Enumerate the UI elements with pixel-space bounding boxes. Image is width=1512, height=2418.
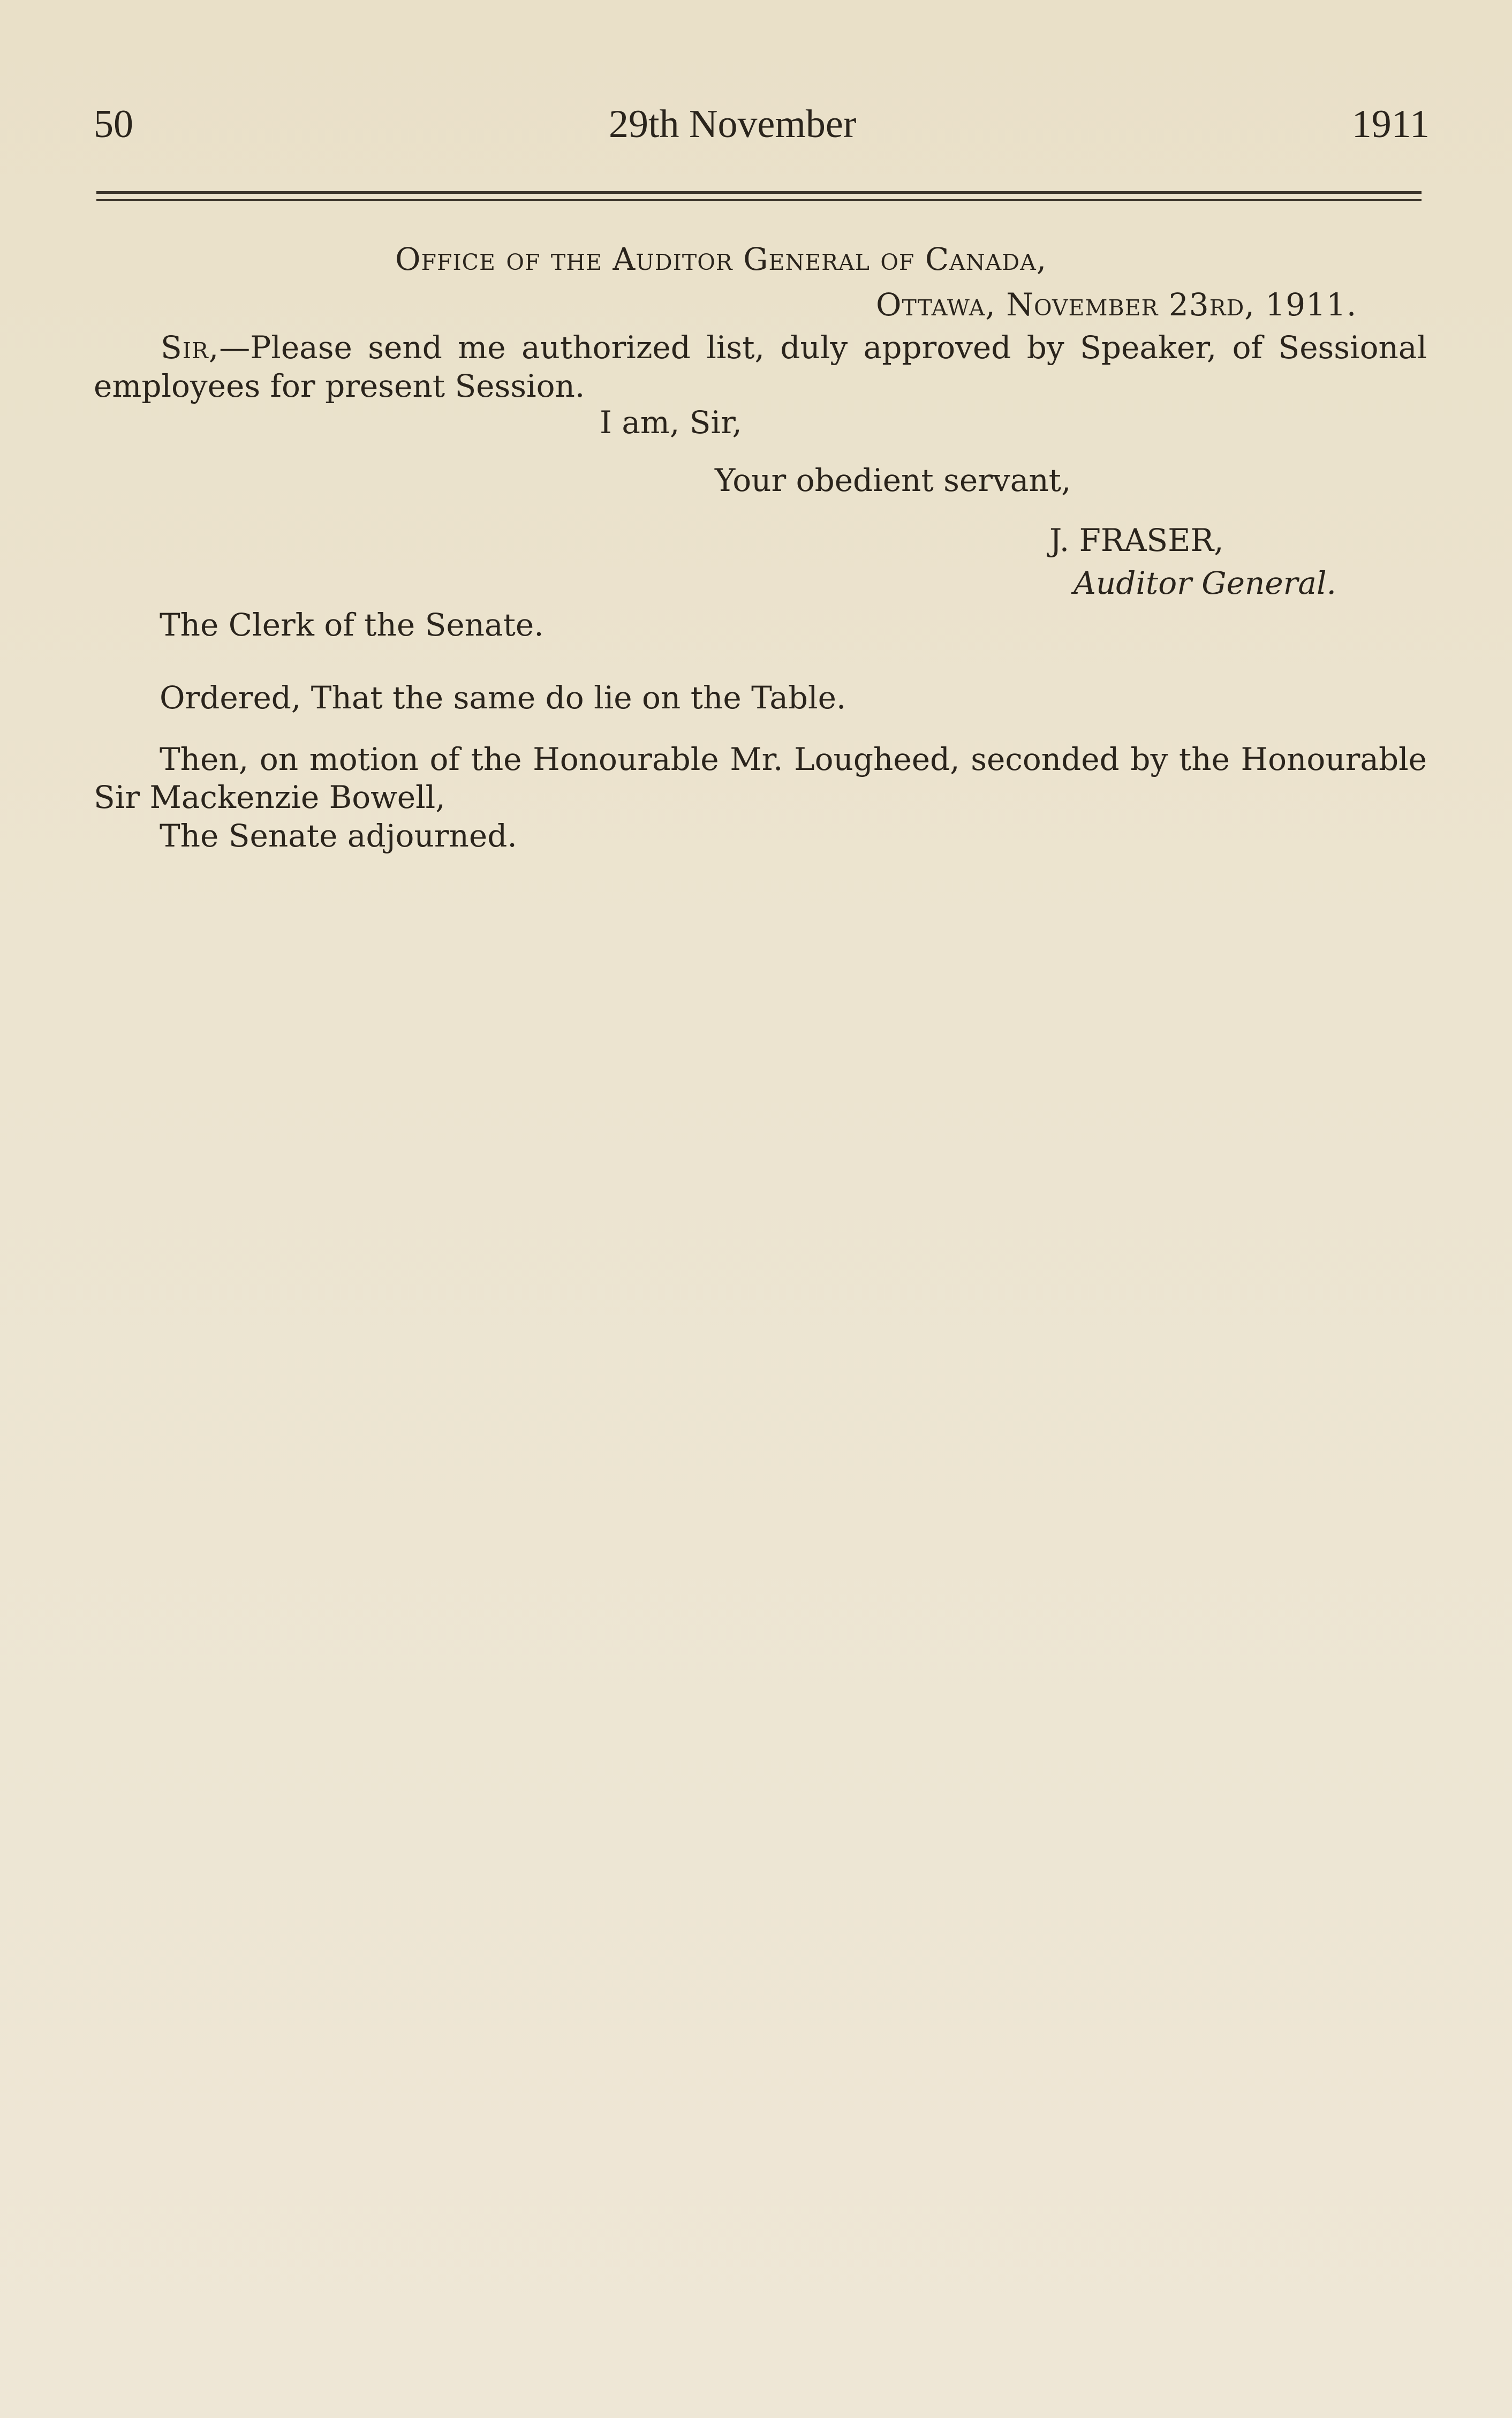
signature-name: J. FRASER, xyxy=(1049,522,1224,558)
header-rule-thin xyxy=(96,199,1422,201)
page-header xyxy=(94,102,1430,166)
letter-office-heading: Office of the Auditor General of Canada, xyxy=(395,241,1047,277)
letter-salutation: Sir, xyxy=(161,329,220,366)
page-number: 50 xyxy=(94,102,133,146)
signature-title: Auditor General. xyxy=(1073,565,1336,601)
minutes-ordered: Ordered, That the same do lie on the Table. xyxy=(160,679,846,716)
place-date-text: Ottawa, November 23rd, 1911. xyxy=(876,286,1357,323)
letter-closing-2: Your obedient servant, xyxy=(715,462,1071,498)
letter-body-line-1 xyxy=(161,329,1427,366)
letter-closing-1: I am, Sir, xyxy=(600,404,742,441)
minutes-adjourned: The Senate adjourned. xyxy=(160,818,517,854)
letter-body-text-1: —Please send me authorized list, duly approved by Speaker, of Sessional xyxy=(219,329,1427,366)
minutes-motion-line-1: Then, on motion of the Honourable Mr. Lougheed, seconded by the Honourable xyxy=(160,741,1427,777)
header-rule-thick xyxy=(96,191,1422,194)
letter-addressee: The Clerk of the Senate. xyxy=(160,607,544,643)
header-year: 1911 xyxy=(1351,102,1430,146)
minutes-motion-line-2: Sir Mackenzie Bowell, xyxy=(94,779,445,815)
letter-body-line-2: employees for present Session. xyxy=(94,368,585,404)
header-date: 29th November xyxy=(609,102,857,146)
letter-place-date xyxy=(876,286,1357,323)
